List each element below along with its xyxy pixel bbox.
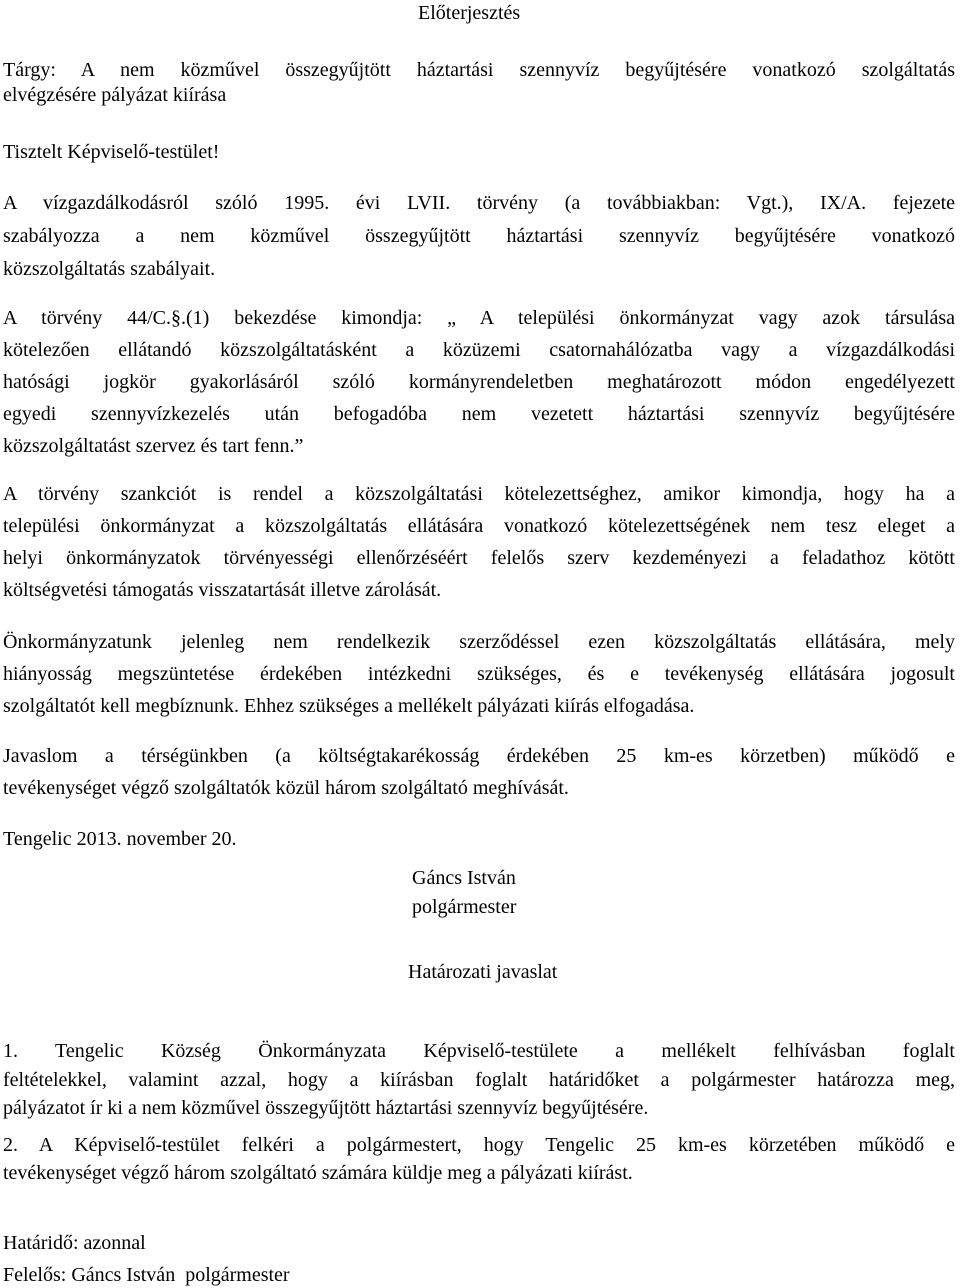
paragraph-1-line-1: A vízgazdálkodásról szóló 1995. évi LVII. törvény (a továbbiakban: Vgt.), IX/A. fejezete (3, 192, 955, 214)
resolution-2-line-1: 2. A Képviselő-testület felkéri a polgármestert, hogy Tengelic 25 km-es körzetében működő e (3, 1134, 955, 1156)
place-date: Tengelic 2013. november 20. (3, 828, 237, 850)
paragraph-4-line-2: hiányosság megszüntetése érdekében intézkedni szükséges, és e tevékenység ellátására jogosult (3, 663, 955, 685)
resolution-2-line-2: tevékenységet végző három szolgáltató számára küldje meg a pályázati kiírást. (3, 1162, 633, 1184)
subject-line-1: Tárgy: A nem közművel összegyűjtött háztartási szennyvíz begyűjtésére vonatkozó szolgáltatás (3, 59, 955, 81)
paragraph-3-line-4: költségvetési támogatás visszatartását illetve zárolását. (3, 579, 442, 601)
responsible: Felelős: Gáncs István polgármester (3, 1264, 290, 1286)
paragraph-5-line-2: tevékenységet végző szolgáltatók közül három szolgáltató meghívását. (3, 777, 569, 799)
resolution-title: Határozati javaslat (408, 961, 558, 983)
salutation: Tisztelt Képviselő-testület! (3, 141, 220, 163)
paragraph-3-line-3: helyi önkormányzatok törvényességi ellenőrzéséért felelős szerv kezdeményezi a feladathoz kötött (3, 547, 955, 569)
paragraph-2-line-3: hatósági jogkör gyakorlásáról szóló kormányrendeletben meghatározott módon engedélyezett (3, 371, 955, 393)
resolution-1-line-3: pályázatot ír ki a nem közművel összegyűjtött háztartási szennyvíz begyűjtésére. (3, 1097, 649, 1119)
paragraph-2-line-1: A törvény 44/C.§.(1) bekezdése kimondja: „ A települési önkormányzat vagy azok társulása (3, 307, 955, 329)
signature-name: Gáncs István (412, 867, 516, 889)
paragraph-4-line-3: szolgáltatót kell megbíznunk. Ehhez szükséges a mellékelt pályázati kiírás elfogadása. (3, 695, 695, 717)
subject-line-2: elvégzésére pályázat kiírása (3, 84, 227, 106)
paragraph-1-line-2: szabályozza a nem közművel összegyűjtött háztartási szennyvíz begyűjtésére vonatkozó (3, 225, 955, 247)
paragraph-1-line-3: közszolgáltatás szabályait. (3, 258, 216, 280)
paragraph-3-line-2: települési önkormányzat a közszolgáltatás ellátására vonatkozó kötelezettségének nem tesz eleget a (3, 515, 955, 537)
paragraph-4-line-1: Önkormányzatunk jelenleg nem rendelkezik szerződéssel ezen közszolgáltatás ellátására, mely (3, 631, 955, 653)
paragraph-3-line-1: A törvény szankciót is rendel a közszolgáltatási kötelezettséghez, amikor kimondja, hogy ha a (3, 483, 955, 505)
paragraph-2-line-4: egyedi szennyvízkezelés után befogadóba nem vezetett háztartási szennyvíz begyűjtésére (3, 403, 955, 425)
signature-role: polgármester (412, 896, 517, 918)
document-title: Előterjesztés (418, 2, 521, 24)
resolution-1-line-2: feltételekkel, valamint azzal, hogy a kiírásban foglalt határidőket a polgármester határozza meg, (3, 1069, 955, 1091)
paragraph-2-line-2: kötelezően ellátandó közszolgáltatásként a közüzemi csatornahálózatba vagy a vízgazdálkodási (3, 339, 955, 361)
resolution-1-line-1: 1. Tengelic Község Önkormányzata Képviselő-testülete a mellékelt felhívásban foglalt (3, 1040, 955, 1062)
deadline: Határidő: azonnal (3, 1232, 146, 1254)
paragraph-5-line-1: Javaslom a térségünkben (a költségtakarékosság érdekében 25 km-es körzetben) működő e (3, 745, 955, 767)
paragraph-2-line-5: közszolgáltatást szervez és tart fenn.” (3, 435, 304, 457)
